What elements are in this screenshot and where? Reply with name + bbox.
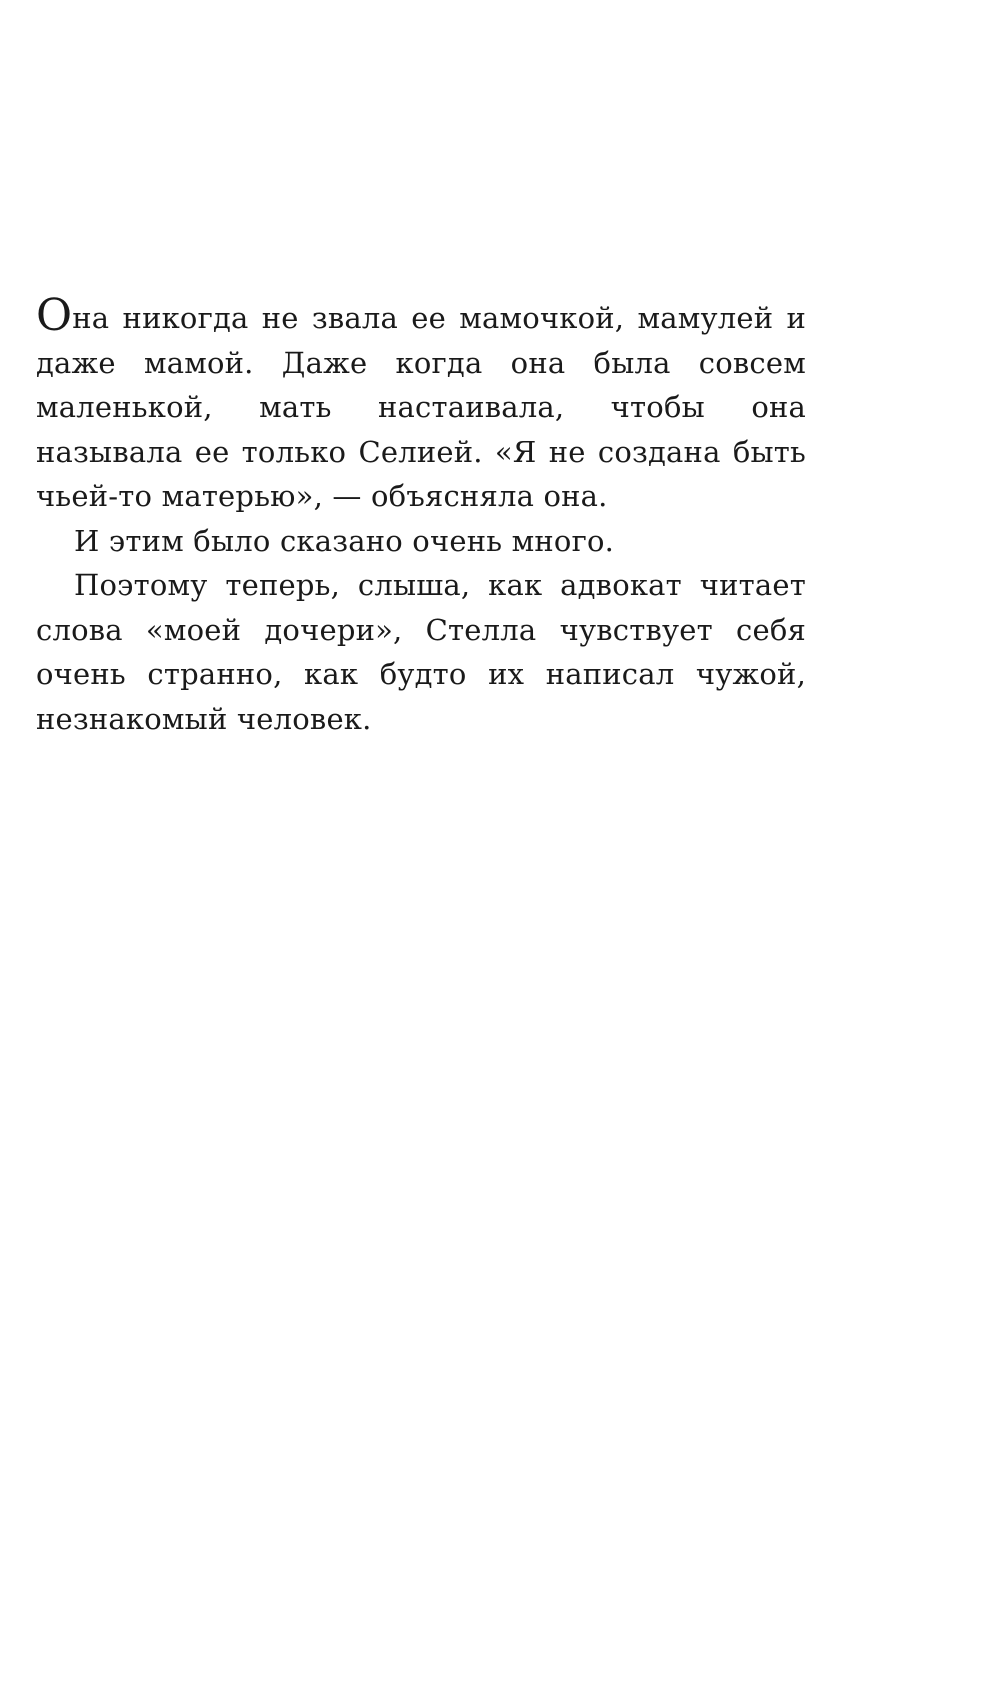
paragraph-2: И этим было сказано очень много. — [74, 523, 615, 558]
paragraph-3: Поэтому теперь, слыша, как адвокат читает слова «моей дочери», Стелла чувствует себя очень странно, как будто их написал чужой, незнакомый человек. — [36, 568, 806, 736]
paragraph-1-text: на никогда не звала ее мамочкой, мамулей и даже мамой. Даже когда она была совсем маленькой, мать настаивала, чтобы она называла ее только Селией. «Я не создана быть чьей-то матерью», — объясняла она. — [36, 301, 806, 513]
paragraph-1 — [36, 290, 806, 519]
body-text — [36, 290, 806, 741]
initial-letter: О — [36, 290, 73, 341]
